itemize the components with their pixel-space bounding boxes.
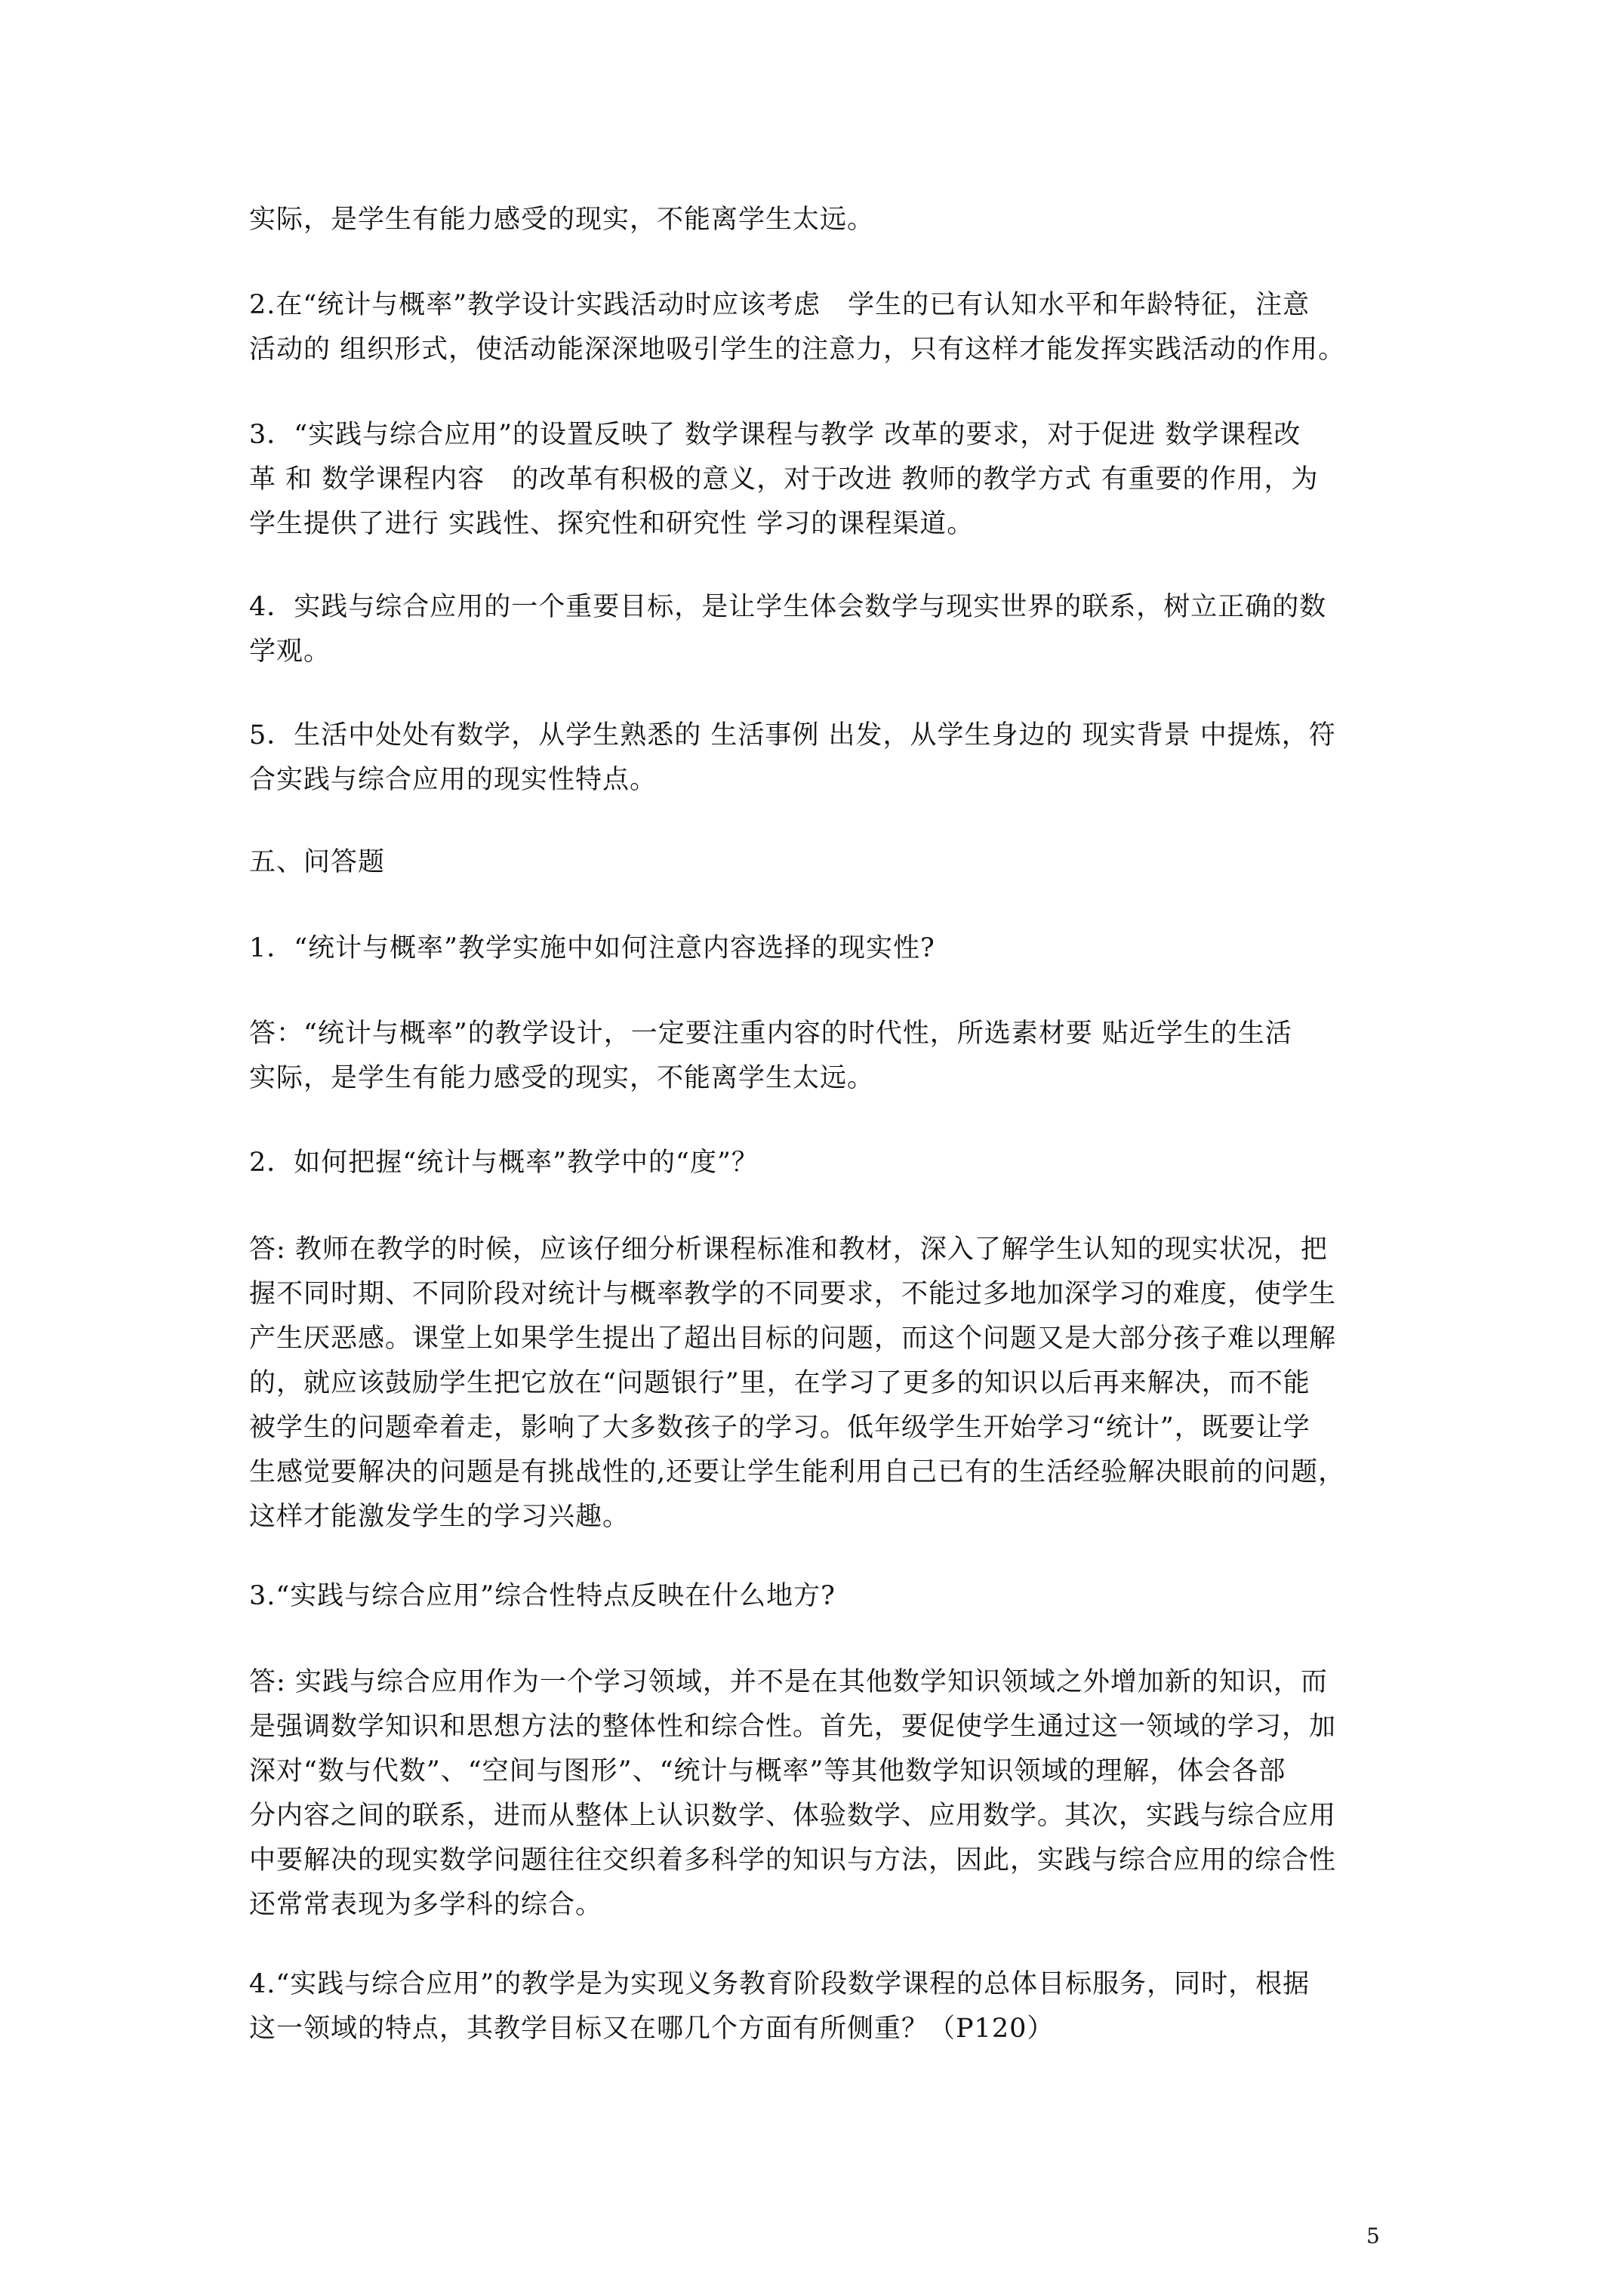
text-line: 革 和 数学课程内容 的改革有积极的意义，对于改进 教师的教学方式 有重要的作用，为 [249, 464, 1319, 495]
text-line: 2.在“统计与概率”教学设计实践活动时应该考虑 学生的已有认知水平和年龄特征，注意 [249, 290, 1310, 320]
text-line: 活动的 组织形式，使活动能深深地吸引学生的注意力，只有这样才能发挥实践活动的作用。 [249, 334, 1346, 365]
text-line: 学生提供了进行 实践性、探究性和研究性 学习的课程渠道。 [249, 509, 975, 539]
text-line: 答：“统计与概率”的教学设计，一定要注重内容的时代性，所选素材要 贴近学生的生活 [249, 1019, 1292, 1049]
paragraph-1 [249, 198, 1381, 242]
paragraph-3 [249, 413, 1381, 547]
text-line: 2．如何把握“统计与概率”教学中的“度”？ [249, 1148, 759, 1178]
text-line: 五、问答题 [249, 847, 386, 877]
answer-3 [249, 1660, 1381, 1928]
answer-1 [249, 1012, 1381, 1101]
text-line: 答: 实践与综合应用作为一个学习领域，并不是在其他数学知识领域之外增加新的知识，而 [249, 1667, 1328, 1697]
text-line: 被学生的问题牵着走，影响了大多数孩子的学习。低年级学生开始学习“统计”，既要让学 [249, 1413, 1310, 1443]
text-line: 实际，是学生有能力感受的现实，不能离学生太远。 [249, 205, 875, 235]
text-line: 答: 教师在教学的时候，应该仔细分析课程标准和教材，深入了解学生认知的现实状况，把 [249, 1234, 1328, 1265]
text-line: 还常常表现为多学科的综合。 [249, 1890, 603, 1920]
text-line: 这样才能激发学生的学习兴趣。 [249, 1502, 630, 1532]
question-2 [249, 1141, 1381, 1185]
text-line: 是强调数学知识和思想方法的整体性和综合性。首先，要促使学生通过这一领域的学习，加 [249, 1712, 1337, 1742]
question-3 [249, 1574, 1381, 1619]
text-line: 1．“统计与概率”教学实施中如何注意内容选择的现实性? [249, 933, 935, 963]
paragraph-4 [249, 585, 1381, 674]
page-number: 5 [1366, 2224, 1380, 2248]
question-1 [249, 926, 1381, 971]
text-line: 实际，是学生有能力感受的现实，不能离学生太远。 [249, 1063, 875, 1093]
text-line: 这一领域的特点，其教学目标又在哪几个方面有所侧重？（P120） [249, 2014, 1055, 2044]
text-line: 握不同时期、不同阶段对统计与概率教学的不同要求，不能过多地加深学习的难度，使学生 [249, 1279, 1337, 1309]
text-line: 合实践与综合应用的现实性特点。 [249, 765, 658, 795]
text-line: 的，就应该鼓励学生把它放在“问题银行”里，在学习了更多的知识以后再来解决，而不能 [249, 1368, 1310, 1398]
section-heading [249, 840, 1381, 885]
text-line: 产生厌恶感。课堂上如果学生提出了超出目标的问题，而这个问题又是大部分孩子难以理解 [249, 1324, 1337, 1354]
answer-2 [249, 1228, 1381, 1539]
text-line: 3.“实践与综合应用”综合性特点反映在什么地方? [249, 1581, 836, 1611]
text-line: 5．生活中处处有数学，从学生熟悉的 生活事例 出发，从学生身边的 现实背景 中提炼，符 [249, 720, 1336, 750]
text-line: 生感觉要解决的问题是有挑战性的,还要让学生能利用自己已有的生活经验解决眼前的问题， [249, 1457, 1346, 1487]
text-line: 4．实践与综合应用的一个重要目标，是让学生体会数学与现实世界的联系，树立正确的数 [249, 592, 1327, 622]
text-line: 中要解决的现实数学问题往往交织着多科学的知识与方法，因此，实践与综合应用的综合性 [249, 1845, 1337, 1875]
text-line: 3．“实践与综合应用”的设置反映了 数学课程与教学 改革的要求，对于促进 数学课程改 [249, 420, 1301, 450]
paragraph-2 [249, 283, 1381, 372]
text-line: 学观。 [249, 636, 331, 667]
text-line: 分内容之间的联系，进而从整体上认识数学、体验数学、应用数学。其次，实践与综合应用 [249, 1801, 1337, 1831]
text-line: 4.“实践与综合应用”的教学是为实现义务教育阶段数学课程的总体目标服务，同时，根据 [249, 1969, 1310, 1999]
text-line: 深对“数与代数”、“空间与图形”、“统计与概率”等其他数学知识领域的理解，体会各部 [249, 1756, 1286, 1786]
question-4 [249, 1962, 1381, 2051]
paragraph-5 [249, 713, 1381, 803]
